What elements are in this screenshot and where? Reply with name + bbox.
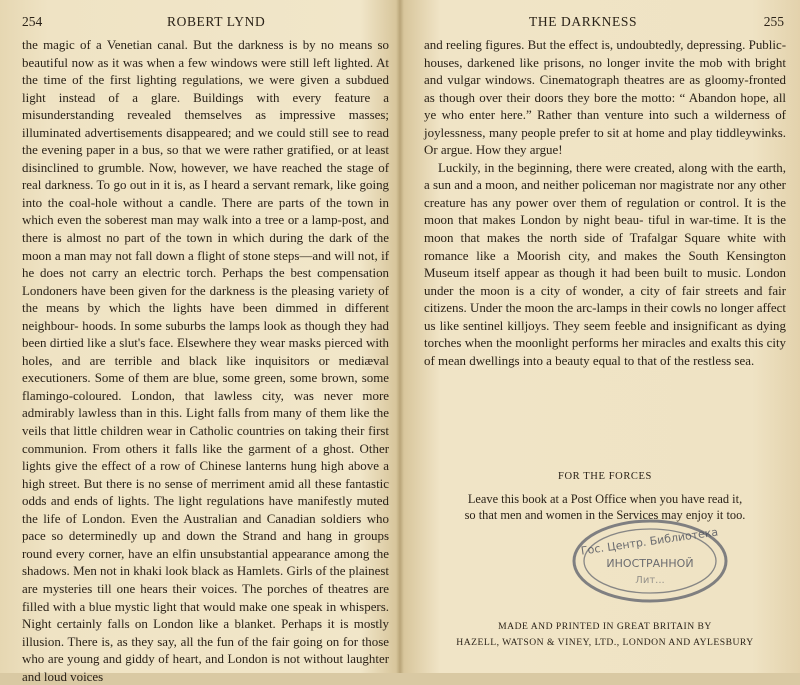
- text-line: in which even the soberest man may walk into a tree or a: [22, 194, 389, 228]
- text-line: the Strand and hang in groups round every corner, have an: [22, 528, 390, 561]
- text-line: the magic of a Venetian canal. But the darkness is by no: [22, 37, 334, 52]
- text-line: wear in Catholic countries on taking their first communion.: [22, 423, 390, 456]
- text-line: and reeling figures. But the effect is, undoubtedly, depressing.: [424, 37, 746, 52]
- text-line: motto: “ Abandon hope, all ye who enter here.” Rather than: [424, 89, 787, 123]
- text-line: torch. Perhaps the best compensation Londoners have been: [22, 265, 390, 298]
- text-line: go out in it is, as I heard a servant remark, like going into: [22, 177, 390, 210]
- text-line: manifestly muted the life of London. Even the Australian: [22, 493, 390, 526]
- text-line: Perhaps it is mostly illusion. There is, as they say, all the fun: [22, 616, 390, 649]
- stamp-line-1: Гос. Центр. Библиотека: [580, 525, 719, 558]
- left-page-text: [22, 36, 389, 685]
- text-line: the coal-hole without a candle. There are parts of the town: [47, 194, 374, 210]
- text-line: lawless city, was never more admirably lawless than in this.: [22, 387, 390, 421]
- forces-line-1: Leave this book at a Post Office when you have read it,: [467, 492, 743, 506]
- text-line: of stone steps—and will not, if he does not carry an electric: [22, 247, 390, 281]
- right-page-header: [424, 14, 784, 36]
- text-line: though it had been built to music. London under the moon: [424, 265, 787, 298]
- text-line: earth, a sun and a moon, and neither policeman nor magistrate: [424, 159, 786, 193]
- text-line: prefer to sit at home and play tiddleywinks. Or argue. How: [424, 124, 787, 158]
- text-line: lamp-post, and there is almost no part of the town in which: [22, 212, 389, 246]
- text-line: of Trafalgar Square white with romance like a Moorish city,: [424, 230, 786, 263]
- paragraph-1: [424, 36, 786, 159]
- text-line: mysteries till one hears their voices. The porches of theatres: [42, 580, 369, 596]
- text-line: that we were rather gratified, or at least disinclined to grumble.: [22, 142, 390, 175]
- text-line: with every feature a misunderstanding revealed themselves as: [22, 89, 389, 123]
- text-line: Light falls from many of them like the veils that little children: [22, 405, 390, 439]
- text-line: From others it falls like the garment of a ghost. Other lights: [22, 440, 389, 474]
- text-line: pierced with holes, and are terrible and black like inquisitors: [22, 335, 390, 368]
- text-line: in whispers. Night certainly falls on London like a blanket.: [22, 598, 390, 632]
- left-running-head: ROBERT LYND: [167, 14, 266, 29]
- left-page-number: 254: [22, 14, 43, 29]
- text-line: hoods. In some suburbs the lamps look as though they had: [82, 317, 389, 333]
- for-the-forces-notice: [424, 469, 786, 523]
- text-line: venture into such a wilderness of joylessness, many people: [424, 107, 786, 140]
- text-line: are filled with a blue mystic light that would make one speak: [22, 580, 390, 614]
- text-line: we were given a subdued light instead of a glare. Buildings: [22, 72, 390, 105]
- text-line: or control. It is the moon that makes London by night beau-: [424, 194, 786, 228]
- left-page: [0, 0, 400, 684]
- right-running-head: THE DARKNESS: [529, 14, 638, 29]
- text-line: or mediæval executioners. Some of them are blue, some: [22, 352, 389, 386]
- text-line: that of the restless sea.: [637, 352, 755, 368]
- text-line: Luckily, in the beginning, there were created, along with the: [438, 159, 754, 175]
- paragraph-2: [424, 159, 786, 370]
- text-line: which the lights have been dimmed in different neighbour-: [22, 300, 390, 333]
- text-line: still left lighted. At the time of the first lighting regulations,: [22, 54, 390, 88]
- text-line: during the dark of the moon a man may not fall down a flight: [22, 230, 390, 263]
- text-line: is a city of wonder, a city of fair streets and fair citizens.: [424, 282, 786, 316]
- text-line: and exalts this city of mean dwellings into a beauty equal to: [424, 335, 787, 368]
- printer-line-1: MADE AND PRINTED IN GREAT BRITAIN BY: [498, 621, 712, 632]
- text-line: of the fair going on for those who are young and giddy of: [22, 633, 389, 667]
- stamp-line-2: ИНОСТРАННОЙ: [606, 557, 694, 570]
- text-line: Now, however, we have reached the stage of real darkness. To: [22, 159, 390, 193]
- library-stamp: [570, 517, 730, 605]
- stamp-line-3: Лит...: [635, 575, 665, 586]
- text-line: been dirtied like a slut's face. Elsewhere they wear masks: [22, 335, 321, 351]
- text-line: and makes the South Kensington Museum itself appear as: [424, 247, 787, 281]
- text-line: with bright and vulgar windows. Cinematograph theatres are: [424, 54, 786, 88]
- text-line: they argue!: [504, 142, 563, 158]
- text-line: Public-houses, darkened like prisons, no longer invite the mob: [424, 37, 786, 70]
- text-line: give the effect of a row of Chinese lanterns hung high above: [55, 458, 379, 474]
- text-line: in khaki look black as Hamlets. Girls of the plainest are: [22, 563, 389, 596]
- text-line: and we could still see to read the evening paper in a bus, so: [22, 124, 390, 158]
- text-line: elfin unsubstantial appearance among the shadows. Men not: [22, 545, 390, 579]
- text-line: given for the darkness is the pleasing variety of the means by: [22, 282, 389, 316]
- text-line: fantastic odds and ends of lights. The light regulations have: [22, 475, 390, 509]
- text-line: and Canadian soldiers who pace so determinedly up and down: [22, 510, 389, 544]
- right-page-number: 255: [763, 14, 784, 29]
- text-line: tiful in war-time. It is the moon that makes the north side: [424, 212, 787, 246]
- text-line: green, some brown, some flamingo-coloured. London, that: [22, 370, 389, 403]
- printer-imprint: [424, 619, 786, 651]
- left-page-header: [22, 14, 392, 36]
- right-page: [400, 0, 800, 673]
- text-line: us like sentinel killjoys. They seem feeble and insignificant: [424, 317, 738, 333]
- text-line: a high street. But there is no sense of merriment amid all these: [22, 458, 390, 491]
- printer-line-2: HAZELL, WATSON & VINEY, LTD., LONDON AND AYLESBURY: [456, 637, 754, 648]
- text-line: nor any other creature has any power over them of regulation: [424, 177, 786, 210]
- right-page-text: [424, 36, 786, 369]
- text-line: Under the moon the arc-lamps in their cowls no longer affect: [470, 300, 786, 316]
- forces-heading: FOR THE FORCES: [558, 471, 652, 482]
- text-line: as gloomy-fronted as though over their doors they bore the: [424, 72, 787, 105]
- forces-line-2: so that men and women in the Services may enjoy it too.: [464, 508, 746, 522]
- text-line: as dying torches when the moonlight performs her miracles: [424, 317, 786, 351]
- text-line: impressive masses; illuminated advertisements disappeared;: [22, 107, 389, 140]
- text-line: means so beautiful now as it was when a few windows were: [22, 37, 390, 70]
- text-line: heart, and London is not without laughter and loud voices: [22, 651, 389, 684]
